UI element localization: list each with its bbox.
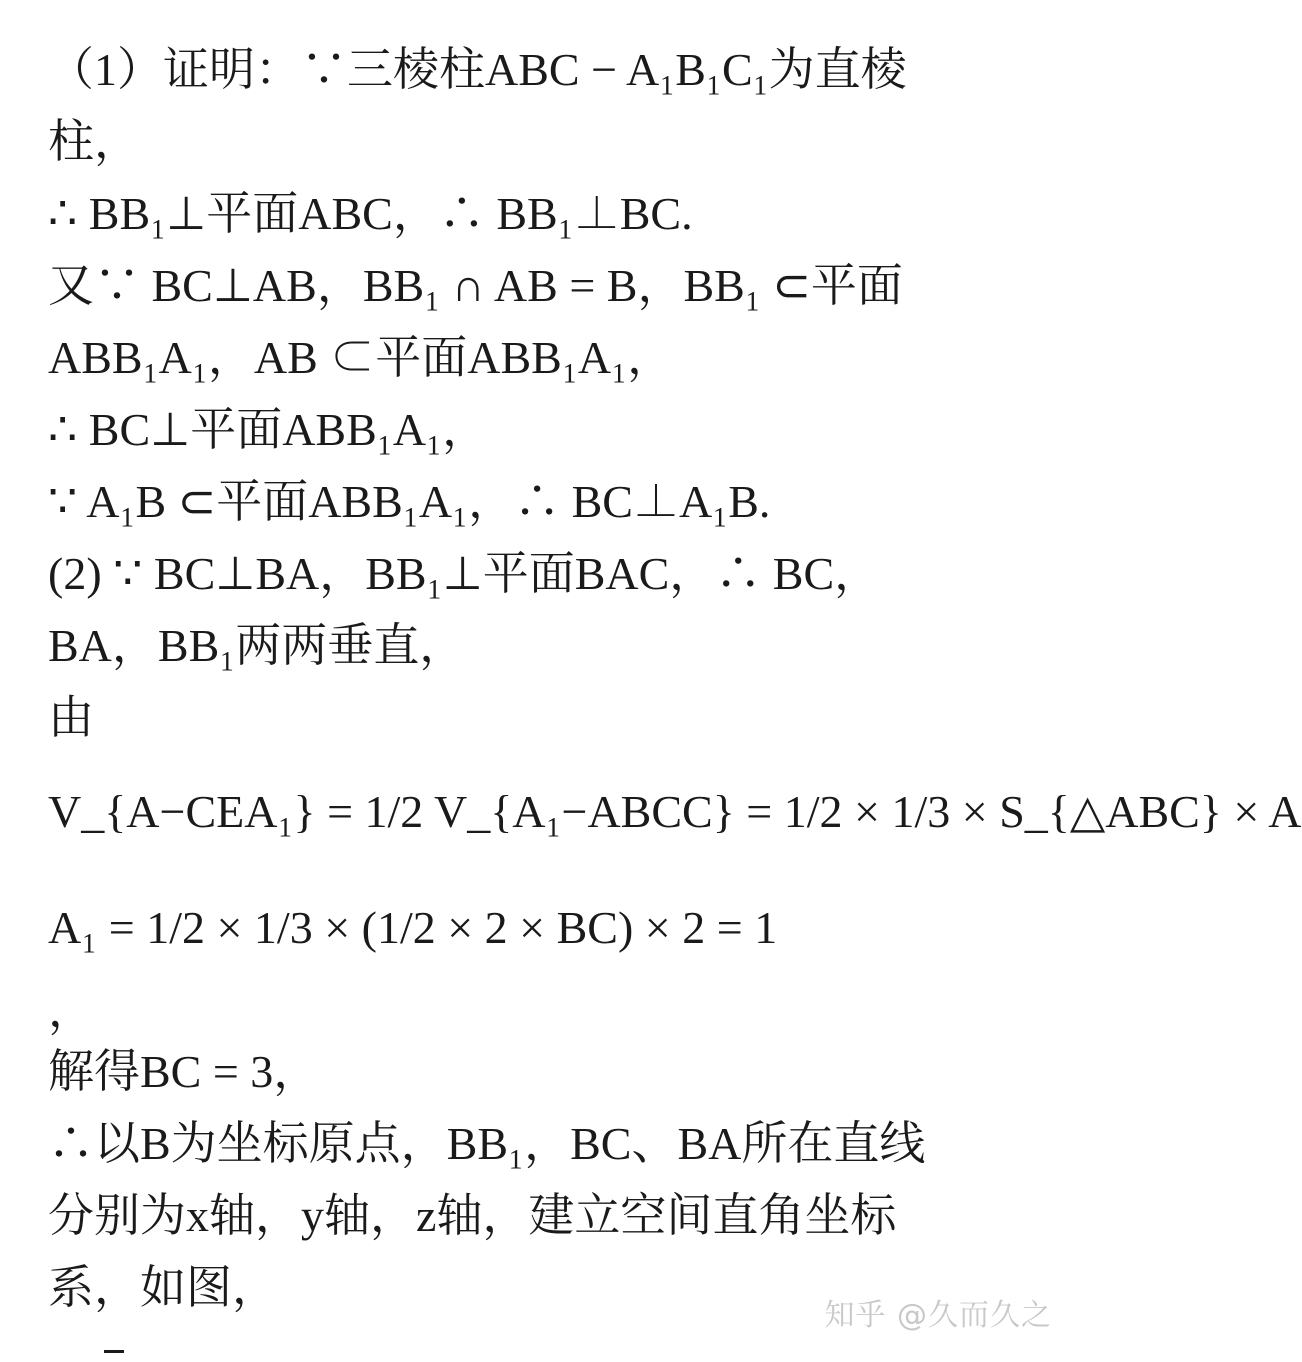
proof-line-5: ABB₁A₁，AB ⊂平面ABB₁A₁， (48, 332, 674, 383)
proof-line-1: （1）证明：∵三棱柱ABC − A₁B₁C₁为直棱 (48, 44, 907, 95)
proof-line-16: 分别为x轴，y轴，z轴，建立空间直角坐标 (48, 1190, 897, 1241)
volume-equation-line-2: A₁ = 1/2 × 1/3 × (1/2 × 2 × BC) × 2 = 1 (48, 902, 778, 953)
cut-off-glyph (104, 1350, 124, 1361)
volume-equation-line-1: V_{A−CEA₁} = 1/2 V_{A₁−ABCC} = 1/2 × 1/3 × S_{△ABC} × A (48, 786, 1302, 837)
proof-line-17: 系，如图， (48, 1262, 278, 1313)
proof-line-6: ∴ BC⊥平面ABB₁A₁， (48, 404, 489, 455)
proof-document (48, 34, 1302, 1324)
proof-line-10: 由 (48, 692, 94, 743)
proof-line-8: (2) ∵ BC⊥BA，BB₁⊥平面BAC，∴ BC， (48, 548, 881, 599)
equation-comma: ， (48, 985, 94, 1036)
zhihu-watermark: 知乎 @久而久之 (824, 1298, 1052, 1333)
proof-line-7: ∵ A₁B ⊂平面ABB₁A₁，∴ BC⊥A₁B. (48, 476, 771, 527)
proof-line-9: BA，BB₁两两垂直， (48, 620, 466, 671)
proof-line-2: 柱， (48, 116, 140, 167)
proof-line-4: 又∵ BC⊥AB，BB₁ ∩ AB = B，BB₁ ⊂平面 (48, 260, 903, 311)
proof-line-14: 解得BC = 3， (48, 1046, 320, 1097)
proof-line-3: ∴ BB₁⊥平面ABC，∴ BB₁⊥BC. (48, 188, 693, 239)
proof-line-15: ∴以B为坐标原点，BB₁，BC、BA所在直线 (48, 1118, 926, 1169)
